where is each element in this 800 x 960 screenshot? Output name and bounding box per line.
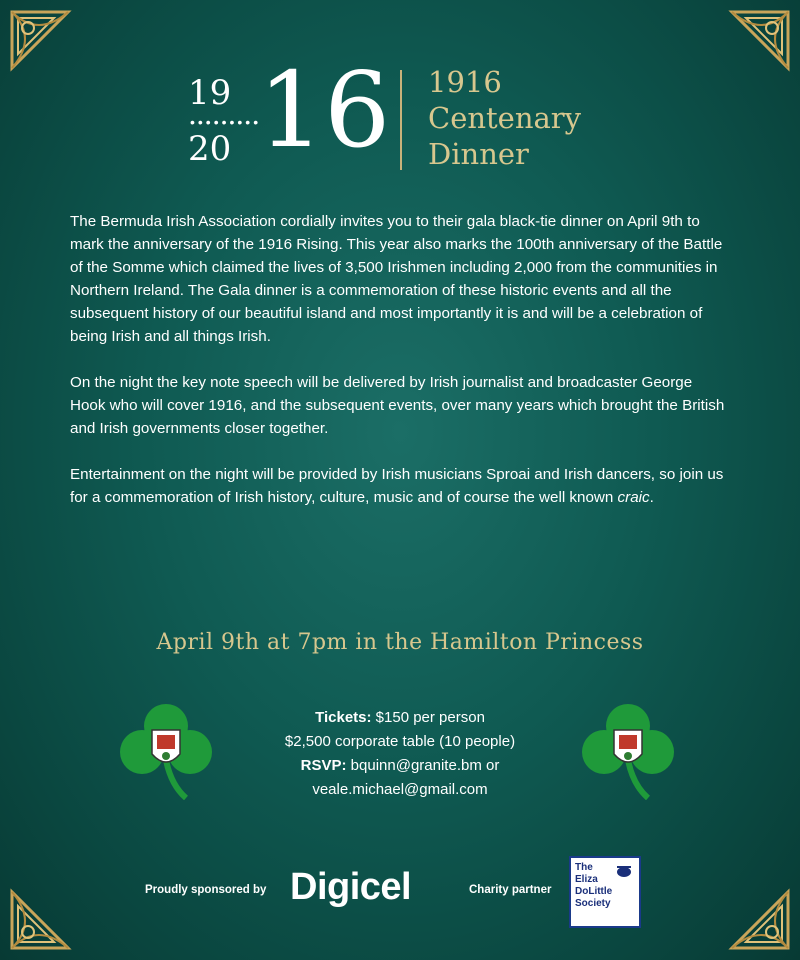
tickets-label: Tickets: <box>315 709 372 726</box>
charity-label: Charity partner <box>469 884 552 896</box>
rsvp-label: RSVP: <box>300 757 347 774</box>
title-line-1: 1916 <box>428 65 502 99</box>
charity-logo-line: Society <box>575 898 611 909</box>
rsvp-email-1[interactable]: bquinn@granite.bm or <box>346 757 500 774</box>
ticket-price-line <box>230 706 570 730</box>
paragraph-speaker: On the night the key note speech will be delivered by Irish journalist and broadcaster George Hook who will cover 1916, and the subsequent events, over many years which brought the British and Irish governments closer together. <box>70 374 725 437</box>
celtic-corner-ornament-icon <box>8 862 98 952</box>
digicel-logo: Digicel <box>290 866 412 908</box>
entertainment-end: . <box>649 489 654 506</box>
year-19: 19 <box>188 73 232 113</box>
rsvp-email-2[interactable]: veale.michael@gmail.com <box>312 781 488 798</box>
paragraph-intro: The Bermuda Irish Association cordially invites you to their gala black-tie dinner on April 9th to mark the anniversary of the 1916 Rising. This year also marks the 100th anniversary of the Battle of the Somme which claimed the lives of 3,500 Irishmen including 2,000 from the communities in Northern Ireland. The Gala dinner is a commemoration of these historic events and all the subsequent history of our beautiful island and most importantly it is and will be a celebration of being Irish and all things Irish. <box>70 213 723 345</box>
charity-logo-line: Eliza <box>575 874 598 885</box>
charity-logo-line: DoLittle <box>575 886 613 897</box>
ticket-price: $150 per person <box>371 709 485 726</box>
event-header <box>188 49 648 172</box>
charity-logo-line: The <box>575 862 593 873</box>
rsvp-line <box>230 754 570 778</box>
event-title <box>428 64 581 172</box>
entertainment-text: Entertainment on the night will be provided by Irish musicians Sproai and Irish dancers, so join us for a commemoration of Irish history, culture, music and of course the well known <box>70 466 724 506</box>
shamrock-crest-icon <box>578 700 678 800</box>
celtic-corner-ornament-icon <box>702 862 792 952</box>
paragraph-entertainment <box>70 463 730 509</box>
ticket-info <box>230 706 570 802</box>
eliza-dolittle-society-logo <box>569 856 641 928</box>
event-date-venue: April 9th at 7pm in the Hamilton Princess <box>156 630 644 655</box>
header-divider <box>400 70 402 170</box>
invitation-body <box>70 210 730 532</box>
sponsor-label: Proudly sponsored by <box>145 884 267 896</box>
year-dots: ••••••••• <box>190 114 262 130</box>
title-line-3: Dinner <box>428 137 529 171</box>
year-20: 20 <box>188 129 232 169</box>
cooking-pot-icon <box>615 864 633 878</box>
year-16: 16 <box>258 49 391 171</box>
title-line-2: Centenary <box>428 101 582 135</box>
celtic-corner-ornament-icon <box>702 8 792 98</box>
craic-word: craic <box>617 489 650 506</box>
shamrock-crest-icon <box>116 700 216 800</box>
corporate-table: $2,500 corporate table (10 people) <box>284 733 516 750</box>
celtic-corner-ornament-icon <box>8 8 98 98</box>
